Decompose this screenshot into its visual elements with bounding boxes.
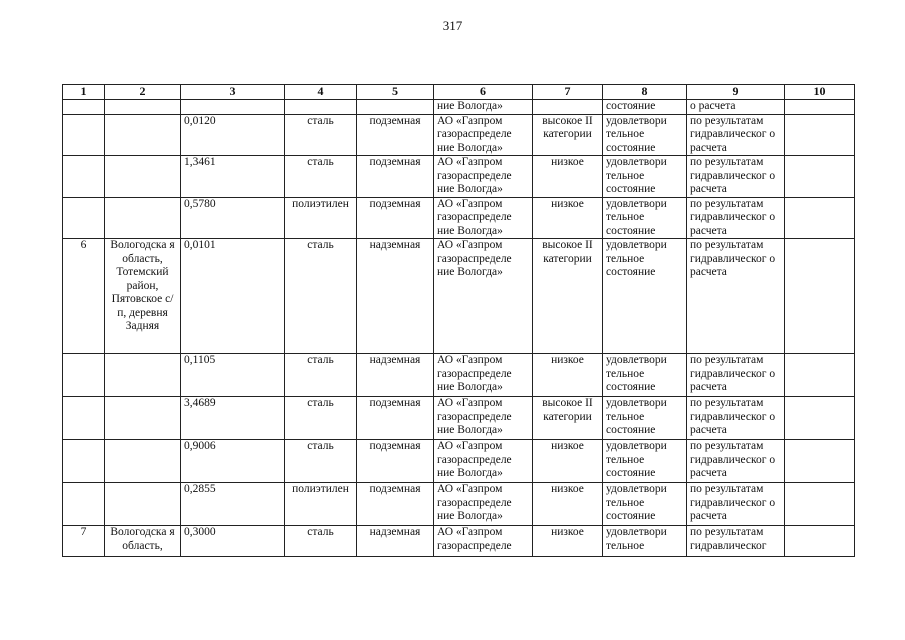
table-row [63,100,855,115]
column-header: 7 [533,85,603,100]
cell-owner: АО «Газпром газораспределе ние Вологда» [434,483,533,526]
cell-owner: АО «Газпром газораспределе ние Вологда» [434,397,533,440]
column-header: 4 [285,85,357,100]
cell-length: 0,1105 [181,354,285,397]
cell-pressure: высокое II категории [533,397,603,440]
cell-laying: подземная [357,156,434,198]
cell-note [785,114,855,156]
cell-location [105,197,181,239]
cell-condition: удовлетвори тельное состояние [603,239,687,354]
cell-owner: ние Вологда» [434,100,533,115]
table-row [63,156,855,198]
cell-basis: по результатам гидравлическог о расчета [687,156,785,198]
cell-basis: по результатам гидравлическог о расчета [687,114,785,156]
cell-condition: удовлетвори тельное [603,526,687,557]
cell-pressure [533,100,603,115]
cell-note [785,526,855,557]
cell-pressure: высокое II категории [533,114,603,156]
cell-condition: удовлетвори тельное состояние [603,354,687,397]
cell-material: сталь [285,354,357,397]
cell-basis: по результатам гидравлическог о расчета [687,440,785,483]
cell-pressure: низкое [533,156,603,198]
cell-number [63,483,105,526]
cell-condition: удовлетвори тельное состояние [603,483,687,526]
cell-owner: АО «Газпром газораспределе ние Вологда» [434,440,533,483]
cell-location: Вологодска я область, [105,526,181,557]
cell-location [105,114,181,156]
cell-number [63,114,105,156]
header-row [63,85,855,100]
cell-basis: по результатам гидравлическог о расчета [687,239,785,354]
table-row [63,483,855,526]
cell-note [785,197,855,239]
cell-number: 6 [63,239,105,354]
cell-length: 0,2855 [181,483,285,526]
cell-basis: по результатам гидравлическог о расчета [687,397,785,440]
cell-location [105,397,181,440]
pipeline-table [62,84,855,557]
cell-material: сталь [285,156,357,198]
page-number: 317 [442,18,463,33]
cell-material: сталь [285,114,357,156]
cell-owner: АО «Газпром газораспределе [434,526,533,557]
table-row [63,440,855,483]
cell-length: 0,0101 [181,239,285,354]
cell-owner: АО «Газпром газораспределе ние Вологда» [434,354,533,397]
cell-location [105,440,181,483]
cell-material [285,100,357,115]
cell-note [785,156,855,198]
cell-note [785,397,855,440]
cell-note [785,483,855,526]
cell-condition: удовлетвори тельное состояние [603,197,687,239]
cell-laying: подземная [357,197,434,239]
column-header: 8 [603,85,687,100]
cell-number [63,156,105,198]
cell-location [105,354,181,397]
cell-note [785,239,855,354]
cell-length: 0,9006 [181,440,285,483]
cell-owner: АО «Газпром газораспределе ние Вологда» [434,114,533,156]
table-row [63,239,855,354]
cell-basis: по результатам гидравлическог [687,526,785,557]
cell-length: 3,4689 [181,397,285,440]
cell-note [785,354,855,397]
cell-owner: АО «Газпром газораспределе ние Вологда» [434,239,533,354]
cell-laying: подземная [357,440,434,483]
cell-location [105,100,181,115]
table-row [63,354,855,397]
cell-basis: по результатам гидравлическог о расчета [687,483,785,526]
cell-pressure: низкое [533,354,603,397]
cell-length: 0,5780 [181,197,285,239]
cell-owner: АО «Газпром газораспределе ние Вологда» [434,156,533,198]
cell-length [181,100,285,115]
cell-length: 1,3461 [181,156,285,198]
cell-basis: о расчета [687,100,785,115]
cell-number [63,100,105,115]
cell-number [63,440,105,483]
cell-length: 0,0120 [181,114,285,156]
cell-laying: подземная [357,114,434,156]
cell-basis: по результатам гидравлическог о расчета [687,354,785,397]
cell-pressure: низкое [533,483,603,526]
cell-condition: состояние [603,100,687,115]
cell-condition: удовлетвори тельное состояние [603,440,687,483]
cell-laying: надземная [357,526,434,557]
cell-laying: подземная [357,483,434,526]
cell-pressure: высокое II категории [533,239,603,354]
column-header: 2 [105,85,181,100]
cell-laying: надземная [357,239,434,354]
cell-pressure: низкое [533,526,603,557]
cell-location: Вологодска я область, Тотемский район, Пятовское с/п, деревня Задняя [105,239,181,354]
cell-material: сталь [285,526,357,557]
cell-number: 7 [63,526,105,557]
cell-number [63,397,105,440]
cell-condition: удовлетвори тельное состояние [603,397,687,440]
cell-number [63,354,105,397]
cell-laying: подземная [357,397,434,440]
cell-owner: АО «Газпром газораспределе ние Вологда» [434,197,533,239]
cell-material: полиэтилен [285,483,357,526]
cell-basis: по результатам гидравлическог о расчета [687,197,785,239]
cell-location [105,156,181,198]
column-header: 3 [181,85,285,100]
column-header: 5 [357,85,434,100]
cell-material: сталь [285,440,357,483]
cell-material: сталь [285,397,357,440]
column-header: 9 [687,85,785,100]
cell-note [785,100,855,115]
cell-laying [357,100,434,115]
table-row [63,114,855,156]
table-row [63,526,855,557]
cell-laying: надземная [357,354,434,397]
cell-number [63,197,105,239]
cell-pressure: низкое [533,197,603,239]
cell-length: 0,3000 [181,526,285,557]
cell-condition: удовлетвори тельное состояние [603,156,687,198]
table-row [63,397,855,440]
table-row [63,197,855,239]
cell-material: сталь [285,239,357,354]
cell-note [785,440,855,483]
cell-condition: удовлетвори тельное состояние [603,114,687,156]
column-header: 6 [434,85,533,100]
cell-location [105,483,181,526]
column-header: 10 [785,85,855,100]
cell-material: полиэтилен [285,197,357,239]
column-header: 1 [63,85,105,100]
cell-pressure: низкое [533,440,603,483]
